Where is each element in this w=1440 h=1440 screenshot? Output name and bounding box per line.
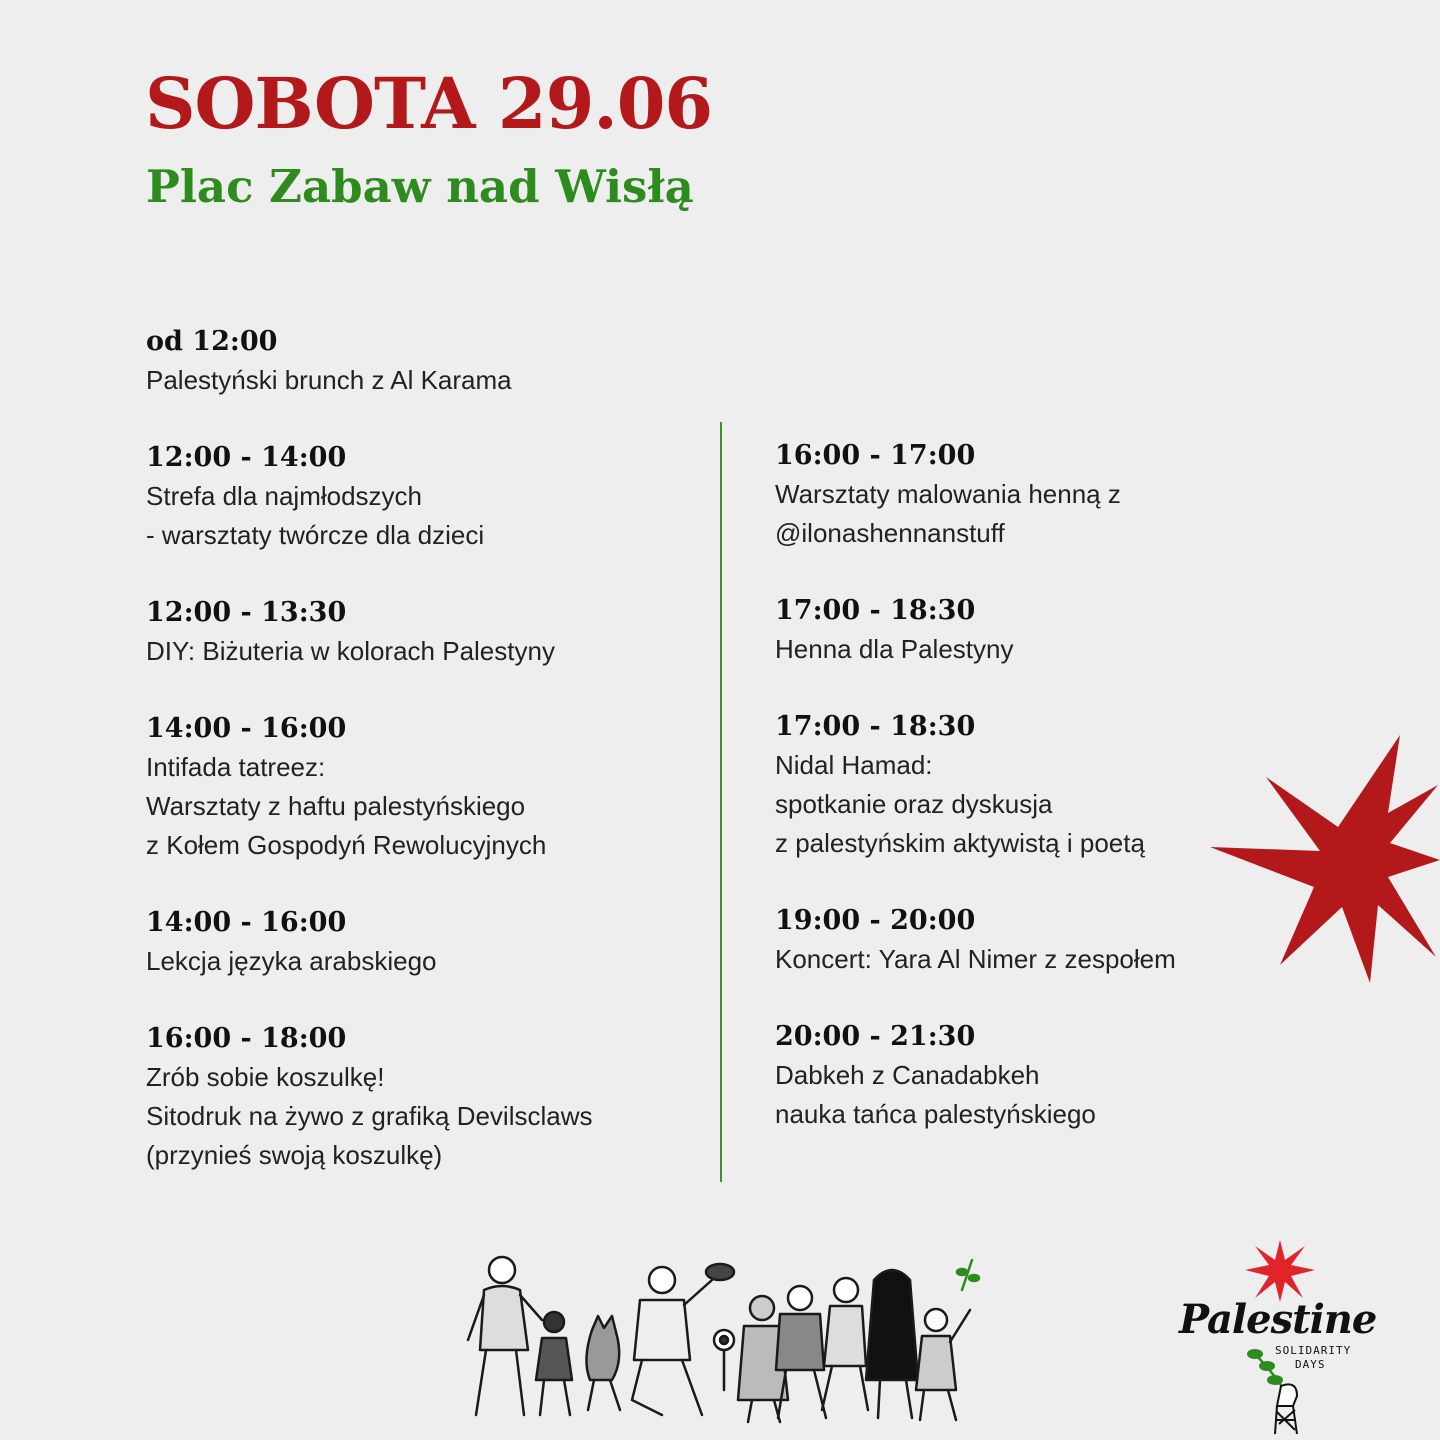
event-desc-line: Strefa dla najmłodszych — [146, 481, 423, 511]
logo-tagline-2: DAYS — [1295, 1358, 1326, 1371]
event-desc-line: Warsztaty z haftu palestyńskiego — [146, 791, 526, 821]
event-item — [146, 322, 512, 400]
event-time: 17:00 - 18:30 — [775, 711, 976, 742]
event-time: 19:00 - 20:00 — [775, 905, 976, 936]
event-item — [146, 903, 437, 981]
event-desc-line: (przynieś swoją koszulkę) — [146, 1140, 443, 1170]
event-desc-line: nauka tańca palestyńskiego — [775, 1099, 1096, 1129]
event-item — [146, 438, 484, 555]
event-item — [146, 593, 555, 671]
column-divider — [720, 422, 722, 1182]
red-star-icon — [1245, 1240, 1315, 1302]
event-desc-line: Zrób sobie koszulkę! — [146, 1062, 385, 1092]
event-item — [775, 1017, 1096, 1134]
logo-tagline-1: SOLIDARITY — [1275, 1344, 1352, 1357]
event-item — [146, 1019, 593, 1175]
page-title: SOBOTA 29.06 — [145, 62, 713, 145]
event-time: 20:00 - 21:30 — [775, 1021, 976, 1052]
event-item — [775, 591, 1013, 669]
event-desc-line: z palestyńskim aktywistą i poetą — [775, 828, 1145, 858]
event-time: 14:00 - 16:00 — [146, 713, 347, 744]
event-desc-line: Dabkeh z Canadabkeh — [775, 1060, 1040, 1090]
dancing-people-illustration — [462, 1250, 982, 1430]
olive-branch-icon — [1241, 1340, 1311, 1435]
event-desc-line: Intifada tatreez: — [146, 752, 326, 782]
event-time: od 12:00 — [146, 326, 278, 357]
starburst-shape — [1210, 735, 1440, 983]
event-time: 12:00 - 14:00 — [146, 442, 347, 473]
red-starburst-icon — [1210, 735, 1440, 985]
event-desc-line: @ilonashennanstuff — [775, 518, 1005, 548]
event-desc-line: z Kołem Gospodyń Rewolucyjnych — [146, 830, 547, 860]
event-desc-line: - warsztaty twórcze dla dzieci — [146, 520, 485, 550]
event-time: 17:00 - 18:30 — [775, 595, 976, 626]
event-desc-line: Henna dla Palestyny — [775, 634, 1014, 664]
event-desc-line: Sitodruk na żywo z grafiką Devilsclaws — [146, 1101, 593, 1131]
event-time: 14:00 - 16:00 — [146, 907, 347, 938]
event-desc-line: Lekcja języka arabskiego — [146, 946, 437, 976]
event-desc-line: Warsztaty malowania henną z — [775, 479, 1121, 509]
event-desc-line: Palestyński brunch z Al Karama — [146, 365, 512, 395]
logo-star-shape — [1245, 1240, 1315, 1302]
event-item — [775, 436, 1121, 553]
event-item — [775, 707, 1145, 863]
logo-wordmark: Palestine — [1179, 1296, 1377, 1343]
event-time: 16:00 - 18:00 — [146, 1023, 347, 1054]
palestine-solidarity-days-logo — [1175, 1240, 1385, 1435]
event-desc-line: DIY: Biżuteria w kolorach Palestyny — [146, 636, 555, 666]
event-desc-line: Nidal Hamad: — [775, 750, 933, 780]
event-time: 12:00 - 13:30 — [146, 597, 347, 628]
event-time: 16:00 - 17:00 — [775, 440, 976, 471]
event-item — [146, 709, 546, 865]
event-desc-line: spotkanie oraz dyskusja — [775, 789, 1053, 819]
event-item — [775, 901, 1176, 979]
venue-subtitle: Plac Zabaw nad Wisłą — [146, 160, 694, 213]
event-desc-line: Koncert: Yara Al Nimer z zespołem — [775, 944, 1176, 974]
